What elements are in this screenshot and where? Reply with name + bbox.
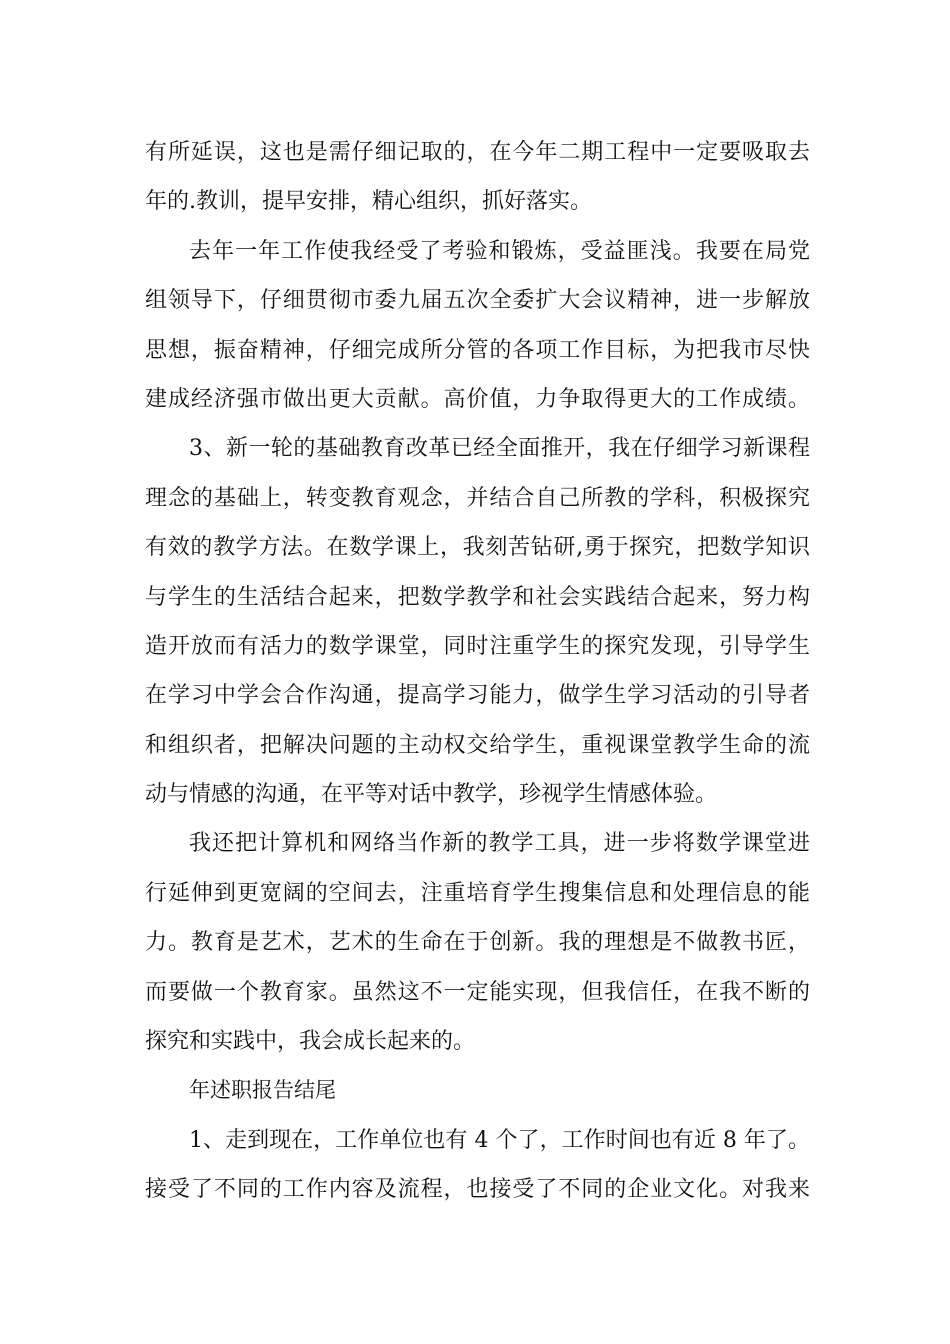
text-line: 而要做一个教育家。虽然这不一定能实现，但我信任，在我不断的 [145, 979, 810, 1005]
text-line: 接受了不同的工作内容及流程，也接受了不同的企业文化。对我来 [145, 1177, 810, 1203]
text-line: 和组织者，把解决问题的主动权交给学生，重视课堂教学生命的流 [145, 732, 810, 758]
text-line: 在学习中学会合作沟通，提高学习能力，做学生学习活动的引导者 [145, 683, 810, 709]
text-line: 年的.教训，提早安排，精心组织，抓好落实。 [145, 189, 592, 215]
text-line: 3、新一轮的基础教育改革已经全面推开，我在仔细学习新课程 [189, 436, 810, 462]
text-line: 行延伸到更宽阔的空间去，注重培育学生搜集信息和处理信息的能 [145, 880, 810, 906]
text-line: 思想，振奋精神，仔细完成所分管的各项工作目标，为把我市尽快 [145, 337, 810, 363]
section-heading: 年述职报告结尾 [189, 1078, 336, 1103]
text-line: 探究和实践中，我会成长起来的。 [145, 1029, 476, 1055]
text-line: 我还把计算机和网络当作新的教学工具，进一步将数学课堂进 [189, 831, 810, 857]
text-line: 1、走到现在，工作单位也有 4 个了，工作时间也有近 8 年了。 [189, 1127, 810, 1153]
text-line: 力。教育是艺术，艺术的生命在于创新。我的理想是不做教书匠， [145, 930, 810, 956]
text-line: 组领导下，仔细贯彻市委九届五次全委扩大会议精神，进一步解放 [145, 288, 810, 314]
text-line: 建成经济强市做出更大贡献。高价值，力争取得更大的工作成绩。 [145, 386, 810, 412]
document-body [145, 128, 810, 1215]
text-line: 有效的教学方法。在数学课上，我刻苦钻研,勇于探究，把数学知识 [145, 535, 810, 561]
text-line: 造开放而有活力的数学课堂，同时注重学生的探究发现，引导学生 [145, 633, 810, 659]
text-line: 理念的基础上，转变教育观念，并结合自己所教的学科，积极探究 [145, 485, 810, 511]
text-line: 与学生的生活结合起来，把数学教学和社会实践结合起来，努力构 [145, 584, 810, 610]
text-line: 去年一年工作使我经受了考验和锻炼，受益匪浅。我要在局党 [189, 238, 810, 264]
text-line: 有所延误，这也是需仔细记取的，在今年二期工程中一定要吸取去 [145, 140, 810, 165]
text-line: 动与情感的沟通，在平等对话中教学，珍视学生情感体验。 [145, 782, 718, 808]
